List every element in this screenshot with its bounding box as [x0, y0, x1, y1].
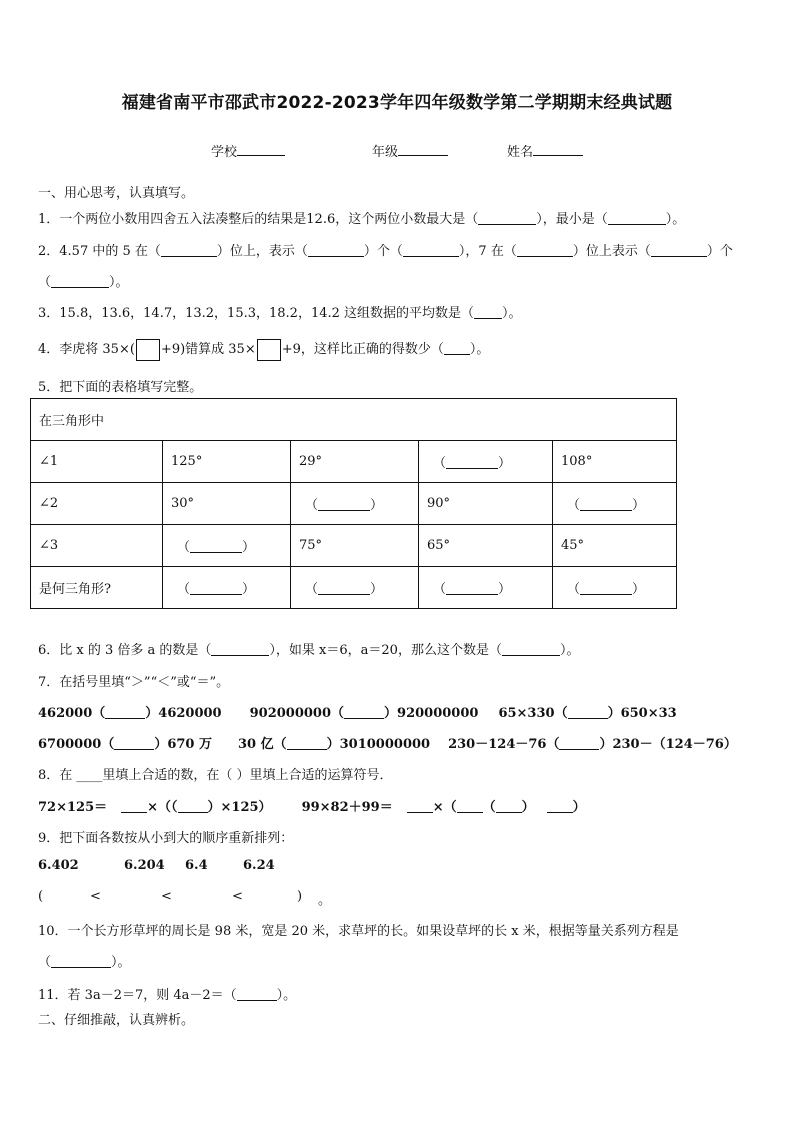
table-row	[31, 525, 677, 567]
question-2-cont	[38, 271, 129, 290]
table-blank-cell[interactable]	[419, 441, 553, 483]
school-field	[211, 141, 285, 160]
blank-open: （	[567, 582, 581, 597]
q2-text-g: （	[38, 275, 52, 290]
q9-number-2: 6.204	[124, 858, 165, 873]
page-title: 福建省南平市邵武市2022-2023学年四年级数学第二学期期末经典试题	[121, 93, 673, 113]
q4-blank[interactable]	[444, 342, 470, 355]
blank-open: （	[433, 582, 447, 597]
q8-blank-4[interactable]	[457, 800, 483, 813]
q10-text-c: ）。	[111, 955, 131, 970]
table-cell: 是何三角形?	[31, 567, 163, 609]
q3-text-b: ）。	[502, 306, 522, 321]
q7-r1-f: ）650×33	[607, 706, 677, 721]
table-cell: 108°	[553, 441, 677, 483]
q8-blank-3[interactable]	[407, 800, 433, 813]
blank-close: ）	[242, 582, 256, 597]
cell-blank[interactable]	[580, 498, 632, 511]
q9-period: 。	[318, 893, 332, 908]
q9-lt-3: <	[232, 889, 243, 904]
school-label: 学校	[211, 145, 238, 160]
q7-r2-f: ）230－（124－76）	[599, 737, 737, 752]
question-2	[38, 240, 733, 259]
question-5: 5．把下面的表格填写完整。	[38, 380, 203, 395]
q7-blank-5[interactable]	[287, 737, 327, 750]
q8-blank-1[interactable]	[121, 800, 147, 813]
q7-blank-3[interactable]	[568, 706, 608, 719]
q4-text-a: 4．李虎将 35×(	[38, 342, 135, 357]
q8-text-a: 72×125＝	[38, 800, 108, 815]
table-row	[31, 441, 677, 483]
table-row	[31, 483, 677, 525]
blank-close: ）	[632, 582, 646, 597]
cell-blank[interactable]	[446, 582, 498, 595]
question-11	[38, 984, 296, 1003]
grade-label: 年级	[372, 145, 399, 160]
table-blank-cell[interactable]	[291, 567, 419, 609]
cell-blank[interactable]	[318, 582, 370, 595]
q2-text-h: ）。	[109, 275, 129, 290]
q1-text-a: 1．一个两位小数用四舍五入法凑整后的结果是12.6，这个两位小数最大是（	[38, 212, 479, 227]
question-7-row-2	[38, 733, 737, 752]
school-blank[interactable]	[237, 143, 285, 156]
cell-blank[interactable]	[190, 540, 242, 553]
question-7-row-1	[38, 702, 677, 721]
q8-blank-5[interactable]	[496, 800, 522, 813]
q1-blank-min[interactable]	[608, 212, 666, 225]
q2-blank-5[interactable]	[651, 244, 707, 257]
q8-blank-2[interactable]	[178, 800, 208, 813]
table-cell: 75°	[291, 525, 419, 567]
cell-blank[interactable]	[190, 582, 242, 595]
blank-open: （	[433, 456, 447, 471]
q8-text-c: ）×125）	[207, 800, 272, 815]
table-cell: 30°	[163, 483, 291, 525]
table-row	[31, 567, 677, 609]
q2-blank-4[interactable]	[517, 244, 573, 257]
q11-text-b: ）。	[276, 988, 297, 1003]
cell-blank[interactable]	[446, 456, 498, 469]
blank-close: ）	[498, 456, 512, 471]
table-header-row	[31, 399, 677, 441]
grade-field	[372, 141, 448, 160]
q9-number-4: 6.24	[243, 858, 275, 873]
q2-text-b: ）位上，表示（	[216, 244, 308, 259]
table-cell: 90°	[419, 483, 553, 525]
q6-text-c: ）。	[559, 643, 580, 658]
table-cell: 65°	[419, 525, 553, 567]
q7-blank-6[interactable]	[559, 737, 599, 750]
q8-text-b: ×（（	[147, 800, 178, 815]
blank-open: （	[567, 498, 581, 513]
q7-r2-d: ）3010000000	[326, 737, 431, 752]
table-blank-cell[interactable]	[553, 483, 677, 525]
q4-text-b: +9)错算成 35×	[160, 342, 256, 357]
blank-open: （	[305, 582, 319, 597]
question-9: 9．把下面各数按从小到大的顺序重新排列：	[38, 831, 294, 846]
q4-box-2[interactable]	[257, 339, 281, 361]
q8-text-f: （	[482, 800, 496, 815]
q2-blank-1[interactable]	[161, 244, 217, 257]
q6-blank-1[interactable]	[211, 643, 269, 656]
q2-text-c: ）个（	[363, 244, 403, 259]
section-1-heading: 一、用心思考，认真填写。	[38, 186, 195, 201]
blank-open: （	[177, 540, 191, 555]
section-2-heading: 二、仔细推敲，认真辨析。	[38, 1013, 195, 1028]
q2-blank-6[interactable]	[51, 275, 109, 288]
q1-text-b: ），最小是（	[536, 212, 608, 227]
question-8-equations	[38, 796, 586, 815]
q2-text-f: ）个	[706, 244, 733, 259]
blank-open: （	[305, 498, 319, 513]
table-cell: 29°	[291, 441, 419, 483]
blank-close: ）	[370, 498, 384, 513]
q1-blank-max[interactable]	[478, 212, 536, 225]
q8-text-e: ×（	[432, 800, 457, 815]
q7-blank-1[interactable]	[105, 706, 145, 719]
q7-r2-a: 6700000（	[38, 737, 115, 752]
q8-text-h: ）	[572, 800, 586, 815]
q10-text-b: （	[38, 955, 52, 970]
blank-close: ）	[632, 498, 646, 513]
q7-r2-b: ）670 万	[154, 737, 212, 752]
table-cell: ∠2	[31, 483, 163, 525]
table-cell: 45°	[553, 525, 677, 567]
q9-number-3: 6.4	[185, 858, 208, 873]
question-8: 8．在 ____里填上合适的数，在（ ）里填上合适的运算符号．	[38, 768, 393, 783]
q2-blank-2[interactable]	[308, 244, 364, 257]
q7-r1-c: 902000000（	[249, 706, 345, 721]
q7-r1-a: 462000（	[38, 706, 106, 721]
q7-r2-e: 230－124－76（	[448, 737, 560, 752]
name-label: 姓名	[507, 145, 534, 160]
question-3	[38, 302, 522, 321]
q4-text-c: +9，这样比正确的得数少（	[281, 342, 444, 357]
table-header: 在三角形中	[31, 399, 677, 441]
name-blank[interactable]	[533, 143, 583, 156]
q8-blank-6[interactable]	[547, 800, 573, 813]
question-1	[38, 208, 685, 227]
q1-text-c: ）。	[665, 212, 686, 227]
q9-number-1: 6.402	[38, 858, 79, 873]
q2-text-d: ），7 在（	[458, 244, 517, 259]
q7-blank-4[interactable]	[114, 737, 154, 750]
question-4	[38, 338, 489, 361]
cell-blank[interactable]	[580, 582, 632, 595]
blank-close: ）	[242, 540, 256, 555]
q7-r2-c: 30 亿（	[238, 737, 287, 752]
q3-blank[interactable]	[474, 306, 502, 319]
table-blank-cell[interactable]	[163, 567, 291, 609]
table-blank-cell[interactable]	[553, 567, 677, 609]
blank-close: ）	[370, 582, 384, 597]
q10-blank[interactable]	[51, 955, 111, 968]
blank-open: （	[177, 582, 191, 597]
q7-blank-2[interactable]	[344, 706, 384, 719]
q11-text-a: 11．若 3a－2＝7，则 4a－2＝（	[38, 988, 237, 1003]
q6-text-b: ），如果 x＝6，a＝20，那么这个数是（	[269, 643, 502, 658]
table-blank-cell[interactable]	[419, 567, 553, 609]
q7-r1-b: ）4620000	[145, 706, 222, 721]
table-blank-cell[interactable]	[291, 483, 419, 525]
cell-blank[interactable]	[318, 498, 370, 511]
question-10-cont	[38, 951, 131, 970]
q9-lt-1: <	[90, 889, 101, 904]
question-10: 10．一个长方形草坪的周长是 98 米，宽是 20 米，求草坪的长。如果设草坪的长 x 米，根据等量关系列方程是	[38, 924, 679, 939]
q9-paren-open: (	[38, 889, 44, 904]
q4-box-1[interactable]	[136, 339, 160, 361]
q7-r1-e: 65×330（	[498, 706, 568, 721]
q7-r1-d: ）920000000	[384, 706, 479, 721]
q4-text-d: ）。	[469, 342, 490, 357]
q11-blank[interactable]	[237, 988, 277, 1001]
name-field	[507, 141, 583, 160]
q2-blank-3[interactable]	[403, 244, 459, 257]
q6-blank-2[interactable]	[502, 643, 560, 656]
table-cell: 125°	[163, 441, 291, 483]
q9-lt-2: <	[161, 889, 172, 904]
question-7: 7．在括号里填“＞”“＜”或“＝”。	[38, 675, 230, 690]
q8-text-g: ）	[521, 800, 535, 815]
table-cell: ∠1	[31, 441, 163, 483]
q6-text-a: 6．比 x 的 3 倍多 a 的数是（	[38, 643, 212, 658]
grade-blank[interactable]	[398, 143, 448, 156]
q9-paren-close: )	[297, 889, 303, 904]
q3-text-a: 3．15.8，13.6，14.7，13.2，15.3，18.2，14.2 这组数据的平均数是（	[38, 306, 475, 321]
triangle-table	[30, 398, 677, 609]
blank-close: ）	[498, 582, 512, 597]
q8-text-d: 99×82＋99＝	[301, 800, 393, 815]
table-blank-cell[interactable]	[163, 525, 291, 567]
q2-text-a: 2．4.57 中的 5 在（	[38, 244, 161, 259]
table-cell: ∠3	[31, 525, 163, 567]
question-6	[38, 639, 579, 658]
q2-text-e: ）位上表示（	[572, 244, 651, 259]
